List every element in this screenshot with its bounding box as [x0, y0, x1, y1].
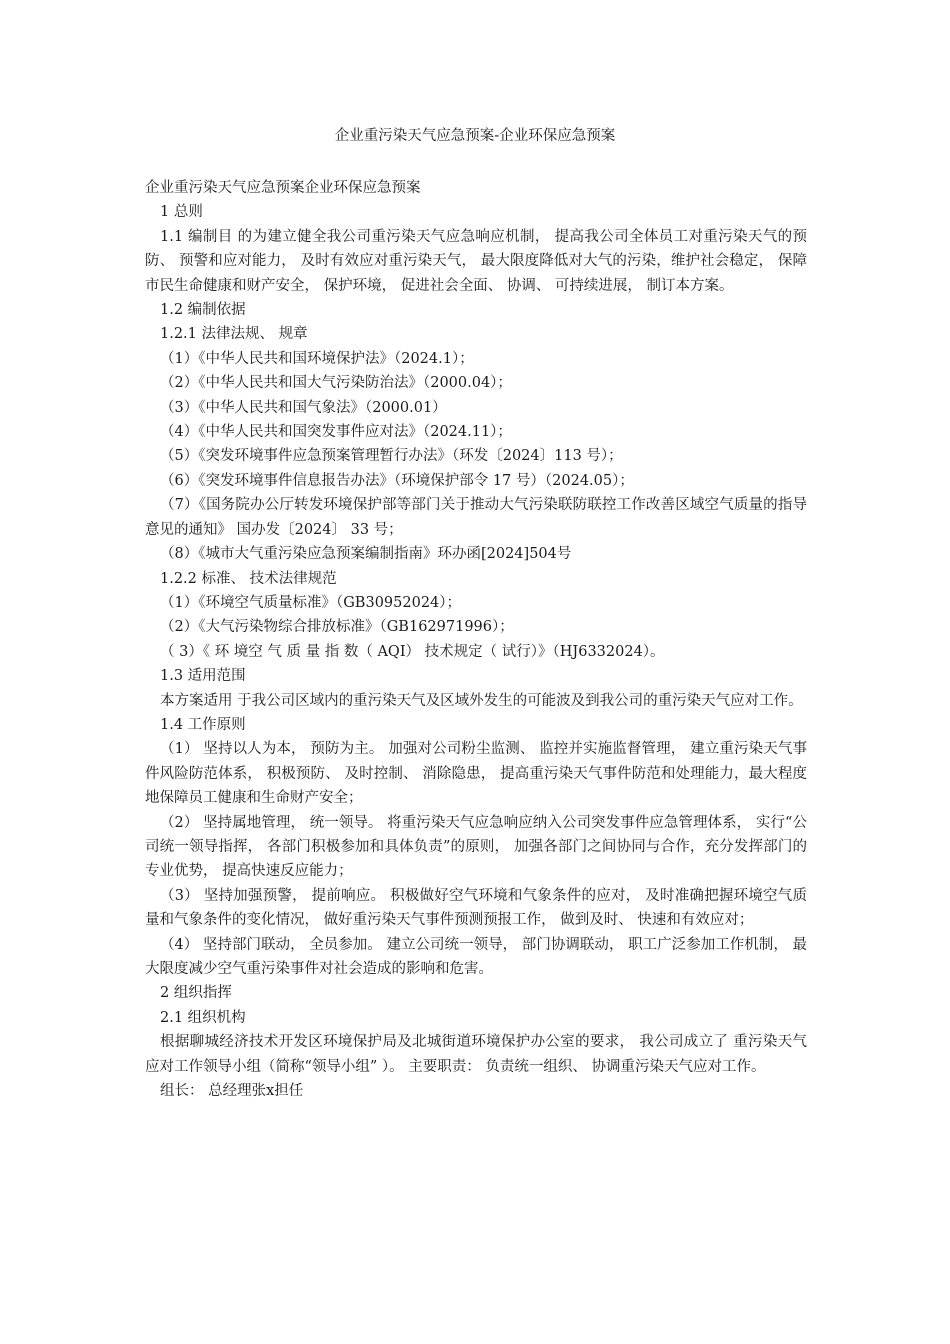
- section-heading: 1.3 适用范围: [160, 668, 246, 685]
- section-heading: 1 总则: [160, 204, 203, 221]
- list-item: （ 3）《 环 境空 气 质 量 指 数（ AQI） 技术规定（ 试行）》（HJ6332024）。: [160, 643, 665, 660]
- document-title: 企业重污染天气应急预案-企业环保应急预案: [334, 128, 616, 144]
- paragraph: 本方案适用 于我公司区域内的重污染天气及区域外发生的可能波及到我公司的重污染天气应对工作。: [160, 692, 803, 709]
- document-body: [145, 176, 807, 1103]
- section-heading: 1.2 编制依据: [160, 302, 246, 319]
- section-heading: 1.2.1 法律法规、 规章: [160, 326, 308, 343]
- paragraph: 企业重污染天气应急预案企业环保应急预案: [145, 180, 421, 196]
- section-heading: 1.4 工作原则: [160, 716, 246, 733]
- list-item: （7）《国务院办公厅转发环境保护部等部门关于推动大气污染联防联控工作改善区域空气质量的指导意见的通知》 国办发〔2024〕 33 号；: [145, 497, 807, 538]
- list-item: （3）《中华人民共和国气象法》（2000.01）: [160, 399, 447, 416]
- paragraph: （4） 坚持部门联动， 全员参加。 建立公司统一领导， 部门协调联动， 职工广泛参加工作机制， 最大限度减少空气重污染事件对社会造成的影响和危害。: [145, 936, 807, 977]
- section-heading: 2.1 组织机构: [160, 1009, 246, 1026]
- list-item: （5）《突发环境事件应急预案管理暂行办法》（环发〔2024〕113 号）；: [160, 448, 623, 465]
- list-item: （4）《中华人民共和国突发事件应对法》（2024.11）；: [160, 424, 512, 441]
- paragraph: 1.1 编制目 的为建立健全我公司重污染天气应急响应机制， 提高我公司全体员工对重污染天气的预防、 预警和应对能力， 及时有效应对重污染天气， 最大限度降低对大气的污染，维护社会稳定， 保障市民生命健康和财产安全， 保护环境， 促进社会全面、 协调、 可持续进展， 制订本方案。: [145, 228, 807, 294]
- list-item: （2）《大气污染物综合排放标准》（GB162971996）；: [160, 619, 514, 636]
- list-item: （8）《城市大气重污染应急预案编制指南》环办函[2024]504号: [160, 546, 572, 563]
- paragraph: （2） 坚持属地管理， 统一领导。 将重污染天气应急响应纳入公司突发事件应急管理体系， 实行“公司统一领导指挥， 各部门积极参加和具体负责”的原则， 加强各部门之间协同与合作，充分发挥部门的专业优势， 提高快速反应能力；: [145, 814, 807, 880]
- section-heading: 1.2.2 标准、 技术法律规范: [160, 570, 337, 587]
- section-heading: 2 组织指挥: [160, 985, 232, 1002]
- list-item: （1）《中华人民共和国环境保护法》（2024.1）；: [160, 350, 474, 367]
- paragraph: （1） 坚持以人为本， 预防为主。 加强对公司粉尘监测、 监控并实施监督管理， 建立重污染天气事件风险防范体系， 积极预防、 及时控制、 消除隐患， 提高重污染天气事件防范和处理能力，最大程度地保障员工健康和生命财产安全；: [145, 741, 807, 807]
- list-item: （2）《中华人民共和国大气污染防治法》（2000.04）；: [160, 375, 512, 392]
- paragraph: （3） 坚持加强预警， 提前响应。 积极做好空气环境和气象条件的应对， 及时准确把握环境空气质量和气象条件的变化情况， 做好重污染天气事件预测预报工作， 做到及时、 快速和有效应对；: [145, 887, 807, 929]
- paragraph: 根据聊城经济技术开发区环境保护局及北城街道环境保护办公室的要求， 我公司成立了 重污染天气应对工作领导小组（简称“领导小组” ）。 主要职责： 负责统一组织、 协调重污染天气应对工作。: [145, 1034, 807, 1075]
- paragraph: 组长： 总经理张x担任: [160, 1083, 304, 1100]
- list-item: （6）《突发环境事件信息报告办法》（环境保护部令 17 号）（2024.05）；: [160, 472, 634, 489]
- list-item: （1）《环境空气质量标准》（GB30952024）；: [160, 594, 462, 611]
